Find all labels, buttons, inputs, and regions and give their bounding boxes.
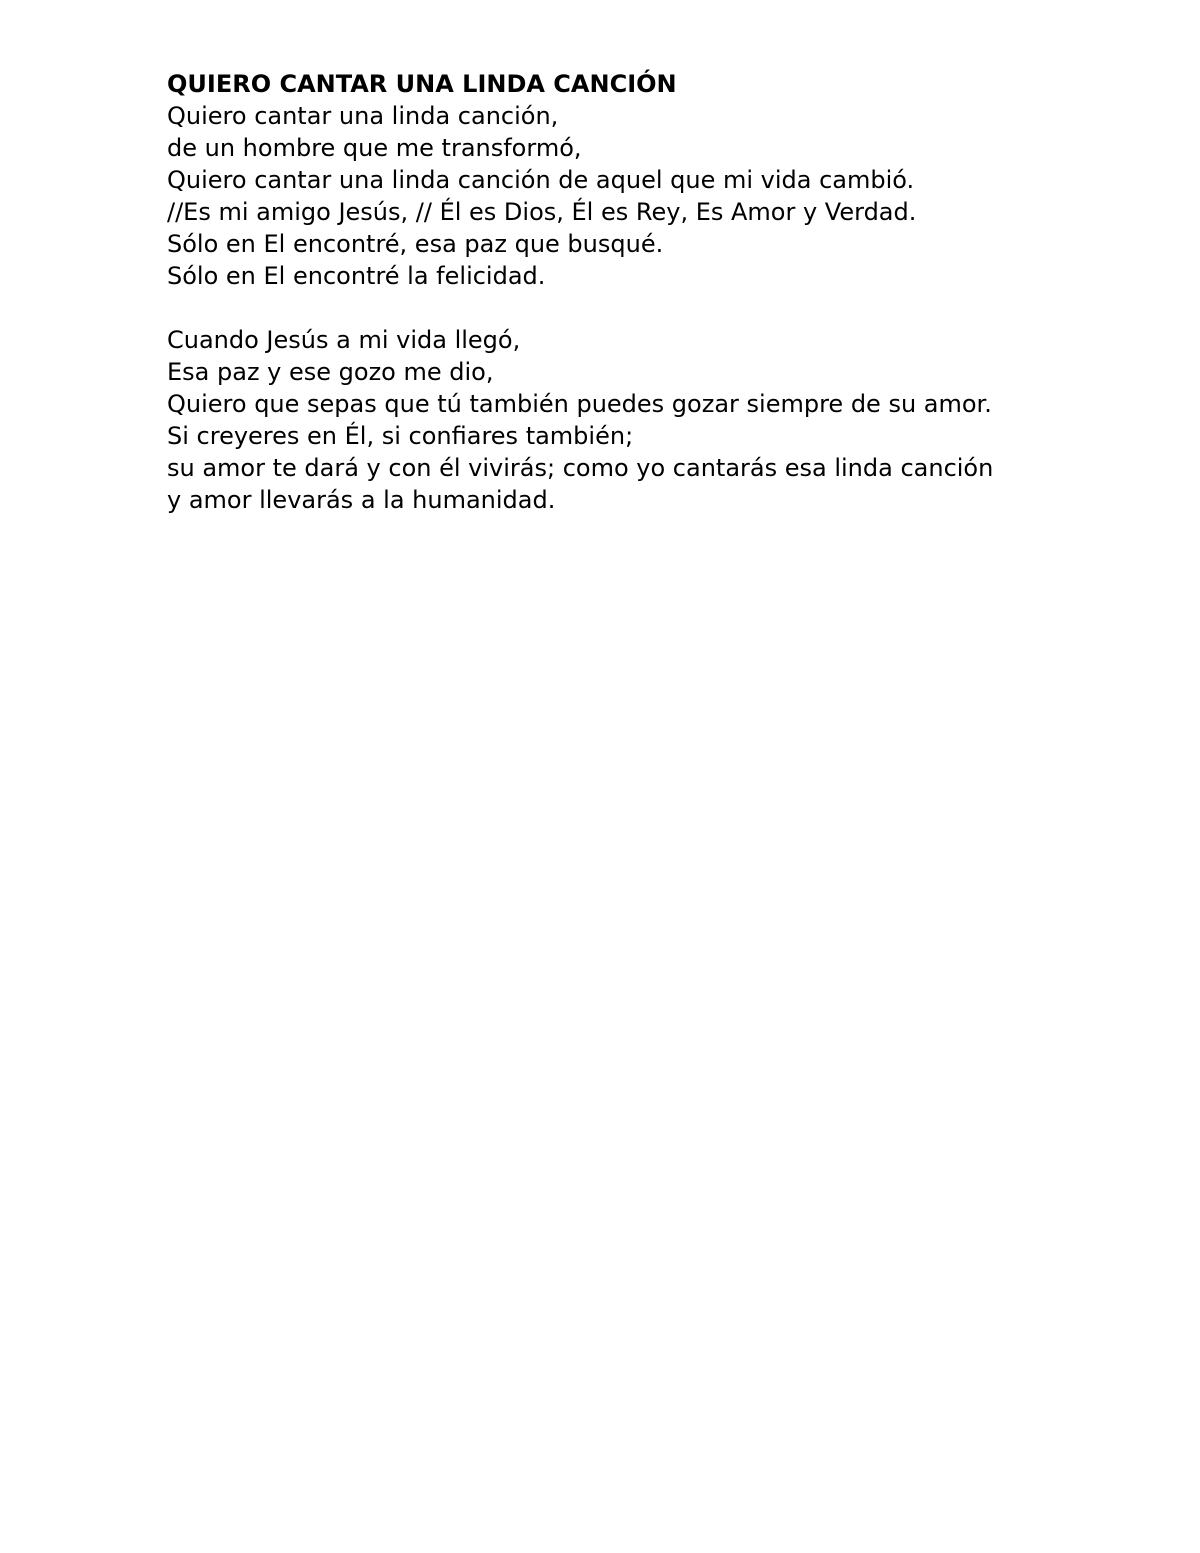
stanza-1-line-4: //Es mi amigo Jesús, // Él es Dios, Él es Rey, Es Amor y Verdad. [167, 198, 917, 226]
stanza-1-line-2: de un hombre que me transformó, [167, 134, 582, 162]
stanza-2-line-4: Si creyeres en Él, si confiares también; [167, 422, 634, 450]
stanza-2-line-1: Cuando Jesús a mi vida llegó, [167, 326, 521, 354]
stanza-1 [167, 100, 1047, 292]
song-title: QUIERO CANTAR UNA LINDA CANCIÓN [167, 70, 677, 98]
stanza-2-line-2: Esa paz y ese gozo me dio, [167, 358, 494, 386]
stanza-2-line-5: su amor te dará y con él vivirás; como yo cantarás esa linda canción [167, 454, 994, 482]
document-body [167, 68, 1047, 516]
stanza-2 [167, 324, 1047, 516]
stanza-1-line-1: Quiero cantar una linda canción, [167, 102, 559, 130]
stanza-2-line-6: y amor llevarás a la humanidad. [167, 486, 556, 514]
stanza-spacer [167, 292, 1047, 324]
stanza-2-line-3: Quiero que sepas que tú también puedes gozar siempre de su amor. [167, 390, 992, 418]
stanza-1-line-6: Sólo en El encontré la felicidad. [167, 262, 546, 290]
stanza-1-line-3: Quiero cantar una linda canción de aquel que mi vida cambió. [167, 166, 915, 194]
stanza-1-line-5: Sólo en El encontré, esa paz que busqué. [167, 230, 664, 258]
